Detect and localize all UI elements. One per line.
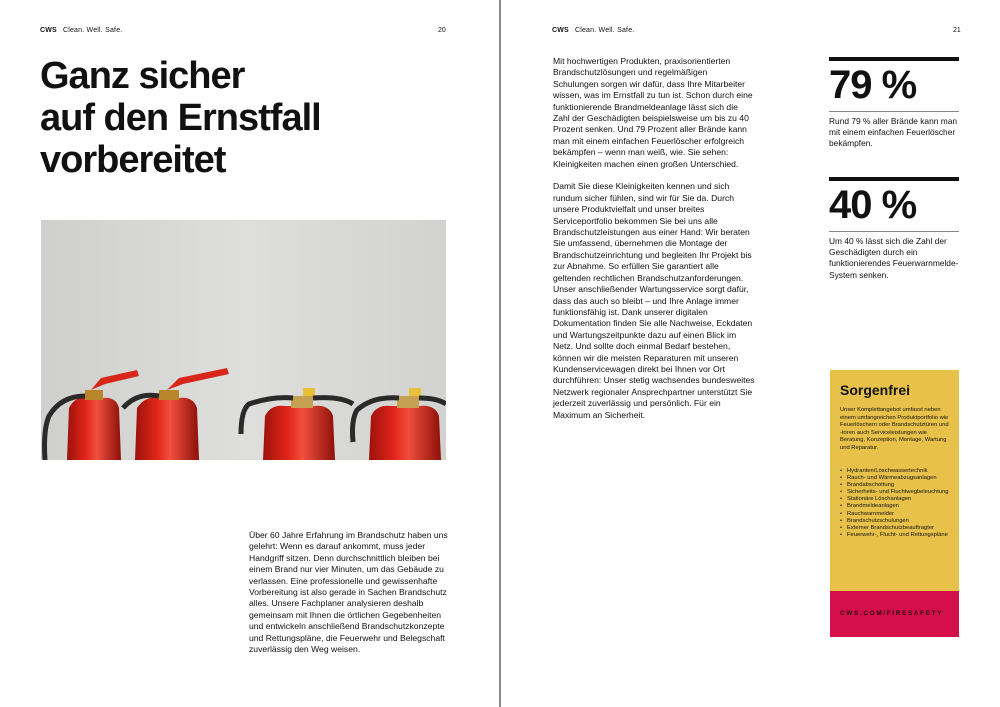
list-item: • Brandschutzschulungen (840, 518, 954, 525)
page-number: 21 (953, 27, 961, 34)
intro-body-text: Über 60 Jahre Erfahrung im Brandschutz haben uns gelehrt: Wenn es darauf ankommt, muss jeder Handgriff sitzen. Denn durchschnittlich bleiben bei einem Brand nur vier Minuten, um das Gebäude zu verlassen. Eine professionelle und gewissenhafte Vorbereitung ist also gerade in Sachen Brandschutz alles. Unsere Fachplaner analysieren deshalb gemeinsam mit Ihnen die örtlichen Gegebenheiten und entwickeln anschließend Brandschutzkonzepte und Rettungspläne, die Feuerwehr und Belegschaft zuverlässig den Weg weisen. (249, 530, 448, 655)
right-page (501, 0, 1000, 707)
stat-value: 79 % (829, 63, 917, 107)
stat-top-rule (829, 57, 959, 61)
headline (40, 55, 321, 181)
list-item: • Hydranten/Löschwassertechnik (840, 468, 954, 475)
firesafety-url[interactable]: CWS.COM/FIRESAFETY (840, 610, 944, 617)
fire-extinguishers-photo (41, 220, 446, 460)
service-list (840, 468, 954, 539)
stat-divider (829, 111, 959, 112)
body-paragraph: Mit hochwertigen Produkten, praxisorientierten Brandschutzlösungen und regelmäßigen Schulungen sorgen wir dafür, dass Ihre Mitarbeiter wissen, was im Ernstfall zu tun ist. Schon durch eine funktionierende Brandmeldeanlage lässt sich die Zahl der Geschädigten beispielsweise um bis zu 40 Prozent senken. Und 79 Prozent aller Brände kann man mit einem einfachen Feuerlöscher erfolgreich bekämpfen – wenn man weiß, wie. Sie sehen: Kleinigkeiten machen einen großen Unterschied. (553, 56, 753, 169)
box-title: Sorgenfrei (840, 382, 911, 398)
headline-line: Ganz sicher (40, 55, 245, 97)
list-item: • Brandmeldeanlagen (840, 503, 954, 510)
box-footer (830, 591, 959, 637)
stat-block-79 (829, 57, 959, 150)
box-intro: Unser Komplettangebot umfasst neben einem umfangreichen Produktportfolio wie Feuerlöschern oder Brandschutztüren und -toren auch Serviceleistungen wie Beratung, Konzeption, Montage, Wartung und Reparatur. (840, 407, 949, 451)
brand-label: CWS (40, 27, 57, 34)
tagline: Clean. Well. Safe. (62, 27, 123, 34)
headline-line: vorbereitet (40, 139, 226, 181)
stat-description: Um 40 % lässt sich die Zahl der Geschädigten durch ein funktionierendes Feuerwarnmelde-System senken. (829, 236, 959, 280)
tagline: Clean. Well. Safe. (574, 27, 635, 34)
left-page (0, 0, 499, 707)
running-head (40, 27, 122, 34)
list-item: • Brandabschottung (840, 482, 954, 489)
page-number: 20 (438, 27, 446, 34)
list-item: • Rauchwarnmelder (840, 511, 954, 518)
stat-divider (829, 231, 959, 232)
stat-description: Rund 79 % aller Brände kann man mit einem einfachen Feuerlöscher bekämpfen. (829, 116, 958, 149)
stat-top-rule (829, 177, 959, 181)
sorgenfrei-box (830, 370, 959, 637)
list-item: • Externer Brandschutzbeauftragter (840, 525, 954, 532)
body-paragraph: Damit Sie diese Kleinigkeiten kennen und sich rundum sicher fühlen, sind wir für Sie da. Durch unsere Produktvielfalt und unser breites Serviceportfolio bekommen Sie bei uns alle Brandschutzleistungen aus einer Hand: Wir beraten Sie umfassend, übernehmen die Montage der Brandschutzeinrichtung und begleiten Ihr Projekt bis zur Abnahme. So erfüllen Sie garantiert alle geltenden rechtlichen Brandschutzanforderungen. Unser anschließender Wartungsservice sorgt dafür, dass das auch so bleibt – und Ihre Anlage immer funktionsfähig ist. Dank unserer digitalen Dokumentation finden Sie alle Nachweise, Eckdaten und Wartungszeitpunkte dazu auf einen Blick im Netz. Und sollte doch einmal Bedarf bestehen, können wir die meisten Reparaturen mit unseren Kundenservicewagen direkt bei Ihnen vor Ort durchführen: Unser stetig wachsendes bundesweites Netzwerk regionaler Ansprechpartner unterstützt Sie jederzeit zuverlässig und persönlich. Für ein Maximum an Sicherheit. (553, 181, 755, 420)
list-item: • Feuerwehr-, Flucht- und Rettungspläne (840, 532, 954, 539)
stat-value: 40 % (829, 183, 917, 227)
main-body-column (553, 56, 755, 432)
stat-block-40 (829, 177, 959, 281)
list-item: • Rauch- und Wärmeabzugsanlagen (840, 475, 954, 482)
running-head (552, 27, 634, 34)
list-item: • Sicherheits- und Fluchtwegbeleuchtung (840, 489, 954, 496)
brand-label: CWS (552, 27, 569, 34)
headline-line: auf den Ernstfall (40, 97, 321, 139)
list-item: • Stationäre Löschanlagen (840, 496, 954, 503)
